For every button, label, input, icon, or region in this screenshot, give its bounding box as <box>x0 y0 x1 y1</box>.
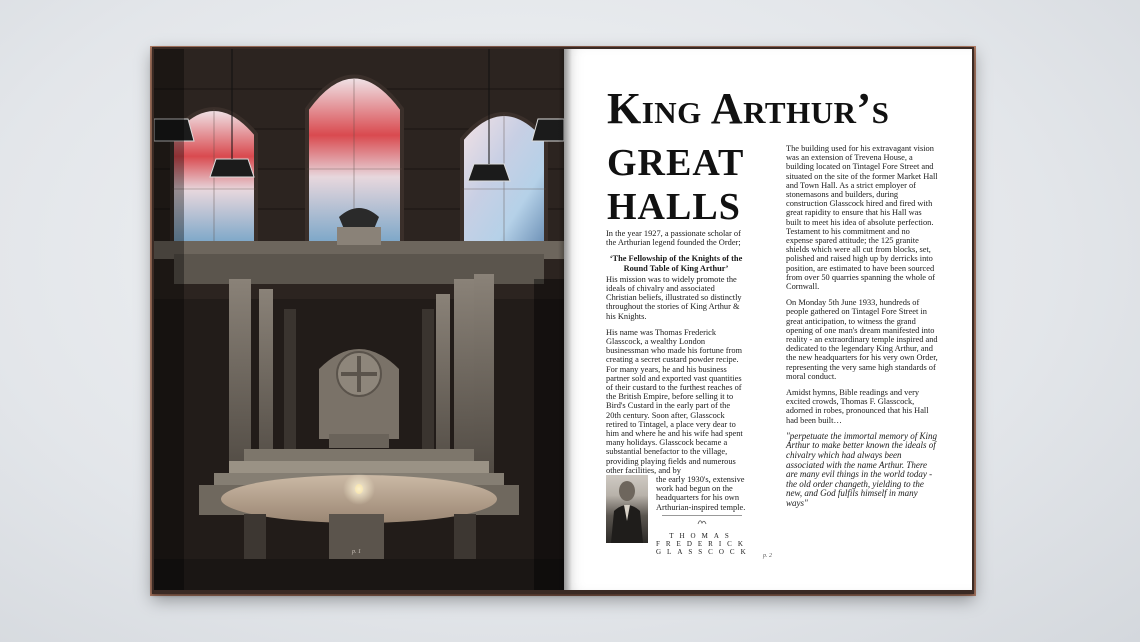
building-paragraph: The building used for his extravagant vision was an extension of Trevena House, a building located on Tintagel Fore Street and situated on the site of the former Market Hall and Town Hall. As a strict employer of stonemasons and builders, during construction Glasscock hired and fired with great rapidity to ensure that his Hall was built to meet his idea of absolute perfection. Testament to his commitment and no expense spared attitude; the 125 granite shields which were all cut from blocks, set, polished and raised high up by derricks into position, are estimated to have been sourced from over 50 quarries spanning the whole of Cornwall. <box>786 144 938 292</box>
folio-left: p. 1 <box>352 549 361 555</box>
title-line-2: GREAT <box>607 142 745 184</box>
opening-paragraph: On Monday 5th June 1933, hundreds of people gathered on Tintagel Fore Street in great anticipation, to witness the grand opening of one man's dream manifested into reality - an extraordinary temple inspired and dedicated to the legendary King Arthur, and the new headquarters for his very own Order, representing the very same high standards of moral conduct. <box>786 298 938 381</box>
glasscock-portrait <box>606 475 648 543</box>
ceremony-paragraph: Amidst hymns, Bible readings and very excited crowds, Thomas F. Glasscock, adorned in robes, pronounced that his Hall had been built… <box>786 388 929 425</box>
title-line-3: HALLS <box>607 186 741 228</box>
portrait-caption-name <box>656 532 752 557</box>
left-page-photo <box>154 49 564 590</box>
mission-paragraph: His mission was to widely promote the ideals of chivalry and associated Christian beliefs, illustrated so distinctly throughout the stories of King Arthur & his Knights. <box>606 274 742 321</box>
signature-mark <box>656 518 748 526</box>
intro-paragraph: In the year 1927, a passionate scholar of the Arthurian legend founded the Order; <box>606 229 741 248</box>
caption-line-3: GLASSCOCK <box>656 548 752 557</box>
caption-line-1: THOMAS <box>669 532 735 541</box>
right-page <box>564 49 972 590</box>
folio-right: p. 2 <box>763 553 772 559</box>
biography-paragraph: His name was Thomas Frederick Glasscock, a wealthy London businessman who made his fortune from creating a secret custard powder recipe. For many years, he and his business partner sold and exported vast quantities of their custard to the furthest reaches of the British Empire, before selling it to Bird's Custard in the early part of the 20th century. Soon after, Glasscock retired to Tintagel, a place very dear to him and where he and his wife had spent many holidays. Glasscock became a substantial benefactor to the village, providing playing fields and numerous other facilities, and by <box>606 327 743 475</box>
hall-photograph <box>154 49 564 590</box>
biography-continued: the early 1930's, extensive work had begun on the headquarters for his own Arthurian-inspired temple. <box>656 475 746 512</box>
order-name: ‘The Fellowship of the Knights of the Round Table of King Arthur’ <box>609 254 743 273</box>
title-line-1: King Arthur’s <box>607 84 890 133</box>
portrait-block <box>606 475 752 557</box>
portrait-caption-area <box>656 475 752 557</box>
text-column-1 <box>606 229 752 557</box>
text-column-2 <box>786 144 938 516</box>
caption-line-2: FREDERICK <box>656 540 749 549</box>
signature-rule <box>662 515 742 516</box>
pull-quote: "perpetuate the immortal memory of King Arthur to make better known the ideals of chivalry which had always been associated with the name Arthur. There are many evil things in the world today - the old order changeth, yielding to the new, and God fulfils himself in many ways" <box>786 430 938 509</box>
